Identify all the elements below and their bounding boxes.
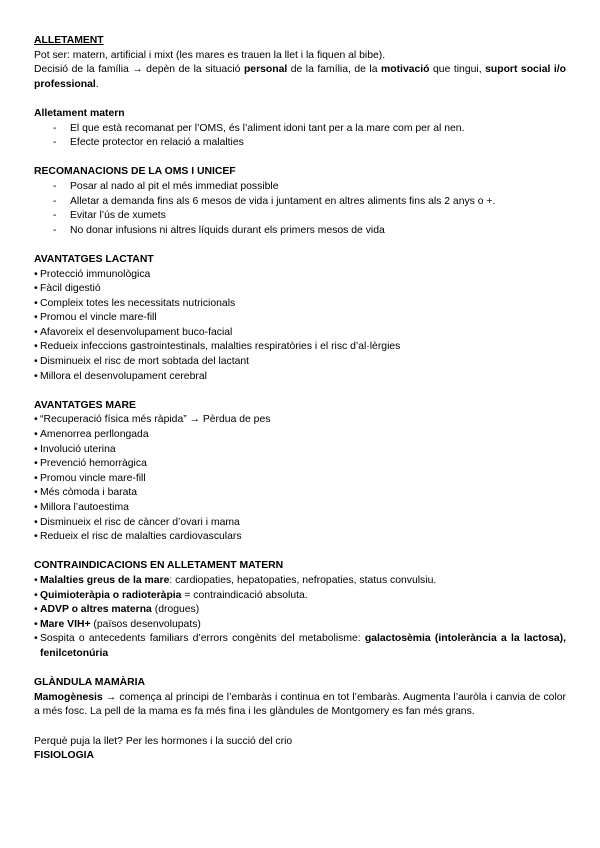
baby-list: [34, 268, 566, 385]
list-item: - Posar al nado al pit el més immediat possible: [34, 180, 566, 195]
list-item: - El que està recomanat per l’OMS, és l’aliment idoni tant per a la mare com per al nen.: [34, 122, 566, 137]
list-item: - No donar infusions ni altres líquids durant els primers mesos de vida: [34, 224, 566, 239]
physiology-heading: FISIOLOGIA: [34, 750, 95, 762]
list-item: • Més còmoda i barata: [34, 486, 566, 501]
mother-heading: AVANTATGES MARE: [34, 399, 136, 411]
list-item: - Efecte protector en relació a malalties: [34, 136, 566, 151]
contra-heading: CONTRAINDICACIONS EN ALLETAMENT MATERN: [34, 560, 284, 572]
list-item: • Mare VIH+ (països desenvolupats): [34, 618, 566, 633]
list-item: • “Recuperació física més ràpida” → Pèrdua de pes: [34, 413, 566, 428]
list-item: • Prevenció hemorràgica: [34, 457, 566, 472]
list-item: • Millora el desenvolupament cerebral: [34, 370, 566, 385]
list-item: • Compleix totes les necessitats nutricionals: [34, 297, 566, 312]
list-item: • Disminueix el risc de càncer d’ovari i mama: [34, 516, 566, 531]
gland-text: Mamogènesis → comença al principi de l’embaràs i continua en tot l’embaràs. Augmenta l’auròla i canvia de color a més fosc. La pell de la mama es fa més fina i les glàndules de Montgomery es fan més grans.: [34, 691, 566, 718]
list-item: • Afavoreix el desenvolupament buco-facial: [34, 326, 566, 341]
list-item: • Protecció immunològica: [34, 268, 566, 283]
list-item: - Evitar l’ús de xumets: [34, 209, 566, 224]
mother-list: [34, 413, 566, 544]
list-item: - Alletar a demanda fins als 6 mesos de vida i juntament en altres aliments fins als 2 anys o +.: [34, 195, 566, 210]
intro-types: Pot ser: matern, artificial i mixt (les mares es trauen la llet i la fiquen al bibe).: [34, 49, 386, 61]
question-line: Perquè puja la llet? Per les hormones i la succió del crio: [34, 735, 293, 747]
maternal-heading: Alletament matern: [34, 107, 125, 119]
list-item: • Quimioteràpia o radioteràpia = contraindicació absoluta.: [34, 589, 566, 604]
oms-heading: RECOMANACIONS DE LA OMS I UNICEF: [34, 166, 236, 178]
contra-list: [34, 574, 566, 662]
list-item: • Disminueix el risc de mort sobtada del lactant: [34, 355, 566, 370]
document-title: ALLETAMENT: [34, 35, 104, 46]
list-item: • Promou el vincle mare-fill: [34, 311, 566, 326]
list-item: • Sospita o antecedents familiars d’errors congènits del metabolisme: galactosèmia (intolerància a la lactosa), fenilcetonúria: [34, 632, 566, 661]
list-item: • Amenorrea perllongada: [34, 428, 566, 443]
list-item: • Millora l’autoestima: [34, 501, 566, 516]
list-item: • Redueix el risc de malalties cardiovasculars: [34, 530, 566, 545]
list-item: • Redueix infeccions gastrointestinals, malalties respiratòries i el risc d’al·lèrgies: [34, 340, 566, 355]
intro-decision: Decisió de la família → depèn de la situació personal de la família, de la motivació que tingui, suport social i/o professional.: [34, 64, 566, 90]
spacer: [34, 720, 566, 735]
list-item: • Promou vincle mare-fill: [34, 472, 566, 487]
maternal-list: [34, 122, 566, 151]
list-item: • Involució uterina: [34, 443, 566, 458]
document-body: [34, 34, 566, 764]
gland-heading: GLÀNDULA MAMÀRIA: [34, 677, 146, 689]
baby-heading: AVANTATGES LACTANT: [34, 253, 154, 265]
list-item: • ADVP o altres materna (drogues): [34, 603, 566, 618]
oms-list: [34, 180, 566, 238]
list-item: • Fàcil digestió: [34, 282, 566, 297]
list-item: • Malalties greus de la mare: cardiopaties, hepatopaties, nefropaties, status convulsiu.: [34, 574, 566, 589]
